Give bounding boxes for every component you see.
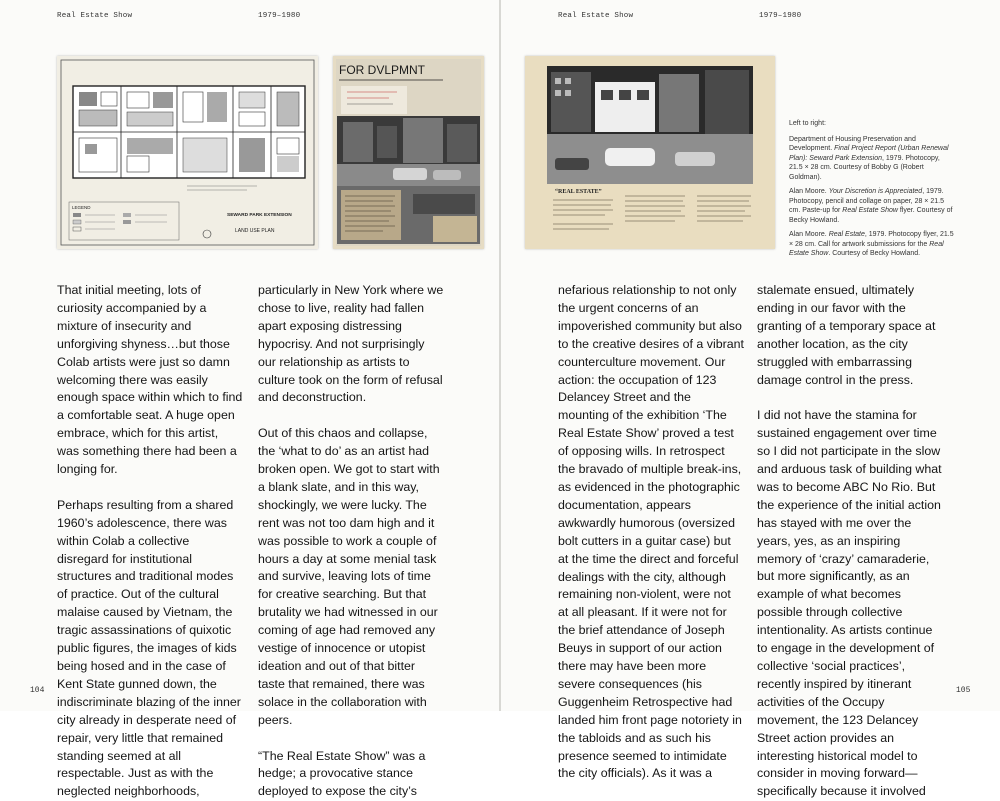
plan-subtitle: LAND USE PLAN — [235, 228, 275, 234]
real-estate-flyer-image — [525, 56, 775, 249]
paragraph: particularly in New York where we chose to live, reality had fallen apart exposing distressing hypocrisy. And not surprisingly our relationship as artists to culture took on the form of refusal and deconstruction. — [258, 283, 444, 405]
caption-item: Alan Moore. Real Estate, 1979. Photocopy flyer, 21.5 × 28 cm. Call for artwork submissions for the Real Estate Show. Courtesy of Becky Howland. — [789, 231, 954, 257]
flyer-headline: FOR DVLPMNT — [339, 63, 426, 77]
caption-lead: Left to right: — [789, 120, 826, 127]
image-caption — [789, 119, 954, 264]
running-title: Real Estate Show — [57, 12, 133, 20]
caption-item: Alan Moore. Your Discretion is Appreciated, 1979. Photocopy, pencil and collage on paper, 28 × 21.5 cm. Paste-up for Real Estate Show flyer. Courtesy of Becky Howland. — [789, 188, 953, 224]
running-title: Real Estate Show — [558, 12, 634, 20]
plan-legend-title: LEGEND — [72, 205, 91, 210]
page-number: 105 — [956, 686, 971, 695]
paragraph: nefarious relationship to not only the urgent concerns of an impoverished community but also to the creative desires of a vibrant counterculture movement. Our action: the occupation of 123 Delancey Street and the mounting of the exhibition ‘The Real Estate Show’ proved a test of opposing wills. In retrospect the bravado of multiple break-ins, as evidenced in the photographic documentation, appears awkwardly humorous (oversized bolt cutters in a guitar case) but at the time the direct and forceful dealings with the city, although remaining non-violent, were not at all pleasant. If it were not for the brief attendance of Joseph Beuys in support of our action there may have been more severe consequences (his Guggenheim Retrospective had landed him front page notoriety in the tabloids and as such his presence seemed to intimidate the city officials). As it was a — [558, 283, 744, 781]
running-dates: 1979–1980 — [258, 12, 301, 20]
right-page-column-2 — [757, 282, 943, 801]
paragraph: Out of this chaos and collapse, the ‘what to do’ as an artist had broken open. We got to start with a blank slate, and in this way, shockingly, we were lucky. The rent was not too dam high and it was possible to work a couple of hours a day at some menial task and survive, leaving lots of time for creative searching. But that brutality we had witnessed in our coming of age had removed any vestige of innocence or utopist ideation and out of that bitter taste that remained, there was solace in the collaboration with peers. — [258, 426, 440, 727]
right-page-column-1 — [558, 282, 744, 783]
plan-title: SEWARD PARK EXTENSION — [227, 213, 292, 218]
right-page — [501, 0, 1000, 799]
paragraph: stalemate ensued, ultimately ending in our favor with the granting of a temporary space at another location, as the city struggled with embarrassing damage control in the press. — [757, 283, 936, 387]
paragraph: I did not have the stamina for sustained engagement over time so I did not participate in the slow and arduous task of building what was to become ABC No Rio. But the experience of the initial action has stayed with me over the years, yes, as an inspiring memory of ‘crazy’ camaraderie, but more significantly, as an example of what becomes possible through collective intentionality. As artists continue to engage in the development of collective ‘social practices’, recently inspired by itinerant activities of the Occupy movement, the 123 Delancey Street action provides an interesting historical model to consider in moving forward—specifically because it involved — [757, 408, 942, 799]
running-dates: 1979–1980 — [759, 12, 802, 20]
paragraph: “The Real Estate Show” was a hedge; a provocative stance deployed to expose the city’s — [258, 748, 426, 799]
caption-item: Department of Housing Preservation and Development. Final Project Report (Urban Renewal Plan): Seward Park Extension, 1979. Photocopy, 21.5 × 28 cm. Courtesy of Bobby G (Robert Goldman). — [789, 135, 949, 181]
paragraph: Perhaps resulting from a shared 1960’s adolescence, there was within Colab a collective disregard for institutional structures and traditional modes of practice. Out of the cultural malaise caused by Vietnam, the tragic assassinations of quixotic public figures, the images of kids being hosed and in the case of Kent State gunned down, the indiscriminate blazing of the inner city already in desperate need of repair, very little that remained standing seemed at all respectable. Just as with the neglected neighborhoods, — [57, 497, 241, 799]
left-page — [0, 0, 499, 799]
collage-flyer-image — [333, 56, 484, 249]
flyer-headline: “REAL ESTATE” — [555, 189, 602, 195]
left-page-column-2 — [258, 282, 444, 801]
left-page-column-1 — [57, 282, 243, 801]
land-use-plan-image — [57, 56, 318, 249]
page-number: 104 — [30, 686, 45, 695]
paragraph: That initial meeting, lots of curiosity accompanied by a mixture of insecurity and unforgiving shyness…but those Colab artists were just so damn welcoming there was easily enough space within which to find a comfortable seat. A huge open embrace, which for this artist, was something there had been a longing for. — [57, 283, 243, 477]
